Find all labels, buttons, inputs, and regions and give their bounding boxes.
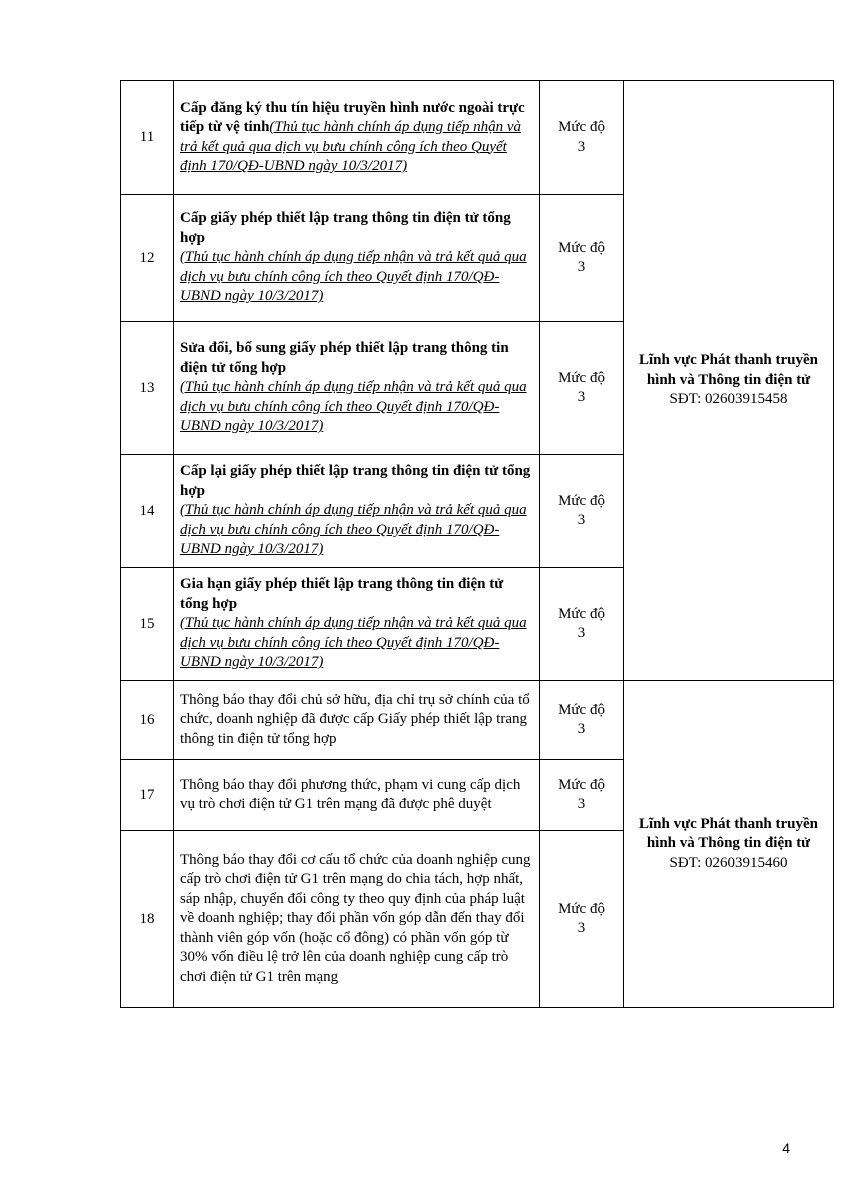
table-row: [121, 681, 834, 760]
level-cell: [540, 322, 624, 455]
row-number: 14: [121, 455, 174, 568]
department-phone: SĐT: 02603915460: [669, 854, 788, 871]
level-label: Mức độ: [558, 605, 605, 622]
procedures-table: [120, 80, 834, 1008]
procedure-cell: Thông báo thay đổi phương thức, phạm vi cung cấp dịch vụ trò chơi điện tử G1 trên mạng đã được phê duyệt: [174, 760, 540, 831]
procedure-cell: [174, 195, 540, 322]
row-number: 18: [121, 831, 174, 1008]
level-label: Mức độ: [558, 701, 605, 718]
level-label: Mức độ: [558, 776, 605, 793]
level-value: 3: [577, 138, 586, 155]
level-value: 3: [577, 625, 586, 641]
level-value: 3: [577, 512, 586, 528]
level-cell: [540, 760, 624, 831]
procedure-title: Cấp giấy phép thiết lập trang thông tin điện tử tổng hợp: [180, 210, 511, 246]
procedure-cell: [174, 322, 540, 455]
level-label: Mức độ: [558, 119, 605, 135]
procedure-cell: [174, 568, 540, 681]
level-cell: [540, 831, 624, 1008]
procedure-note: (Thủ tục hành chính áp dụng tiếp nhận và trả kết quả qua dịch vụ bưu chính công ích theo Quyết định 170/QĐ-UBND ngày 10/3/2017): [180, 615, 527, 671]
level-label: Mức độ: [558, 239, 605, 256]
row-number: 15: [121, 568, 174, 681]
department-cell: [624, 81, 834, 681]
page-number: 4: [782, 1140, 790, 1156]
procedure-cell: Thông báo thay đổi cơ cấu tổ chức của doanh nghiệp cung cấp trò chơi điện tử G1 trên mạng do chia tách, hợp nhất, sáp nhập, chuyển đổi công ty theo quy định của pháp luật về doanh nghiệp; thay đổi phần vốn góp dẫn đến thay đổi thành viên góp vốn (hoặc cổ đông) có phần vốn góp từ 30% vốn điều lệ trở lên của doanh nghiệp cung cấp trò chơi điện tử G1 trên mạng: [174, 831, 540, 1008]
procedure-title: Cấp đăng ký thu tín hiệu truyền hình nước ngoài trực tiếp từ vệ tinh: [180, 99, 525, 135]
department-phone: SĐT: 02603915458: [669, 391, 788, 408]
row-number: 12: [121, 195, 174, 322]
procedure-cell: [174, 455, 540, 568]
department-cell: [624, 681, 834, 1008]
procedure-note: (Thủ tục hành chính áp dụng tiếp nhận và trả kết quả qua dịch vụ bưu chính công ích theo Quyết định 170/QĐ-UBND ngày 10/3/2017): [180, 379, 527, 435]
table-row: [121, 81, 834, 195]
level-label: Mức độ: [558, 900, 605, 917]
row-number: 17: [121, 760, 174, 831]
level-value: 3: [577, 796, 586, 812]
procedure-title: Cấp lại giấy phép thiết lập trang thông tin điện tử tổng hợp: [180, 463, 531, 499]
level-cell: [540, 455, 624, 568]
level-cell: [540, 568, 624, 681]
department-title: Lĩnh vực Phát thanh truyền hình và Thông tin điện tử: [638, 815, 819, 852]
level-cell: [540, 681, 624, 760]
level-value: 3: [577, 259, 586, 275]
level-cell: [540, 195, 624, 322]
level-value: 3: [577, 920, 586, 936]
procedure-note: (Thủ tục hành chính áp dụng tiếp nhận và trả kết quả qua dịch vụ bưu chính công ích theo Quyết định 170/QĐ-UBND ngày 10/3/2017): [180, 119, 522, 174]
row-number: 13: [121, 322, 174, 455]
procedure-title: Gia hạn giấy phép thiết lập trang thông tin điện tử tổng hợp: [180, 576, 504, 612]
procedure-note: (Thủ tục hành chính áp dụng tiếp nhận và trả kết quả qua dịch vụ bưu chính công ích theo Quyết định 170/QĐ-UBND ngày 10/3/2017): [180, 249, 527, 305]
level-value: 3: [577, 721, 586, 737]
row-number: 16: [121, 681, 174, 760]
row-number: 11: [121, 81, 174, 195]
procedure-cell: Thông báo thay đổi chủ sở hữu, địa chỉ trụ sở chính của tổ chức, doanh nghiệp đã được cấp Giấy phép thiết lập trang thông tin điện tử tổng hợp: [174, 681, 540, 760]
procedure-cell: [174, 81, 540, 195]
level-label: Mức độ: [558, 369, 605, 386]
department-title: Lĩnh vực Phát thanh truyền hình và Thông tin điện tử: [638, 352, 819, 388]
procedure-title: Sửa đổi, bổ sung giấy phép thiết lập trang thông tin điện tử tổng hợp: [180, 340, 509, 376]
level-label: Mức độ: [558, 492, 605, 509]
procedure-note: (Thủ tục hành chính áp dụng tiếp nhận và trả kết quả qua dịch vụ bưu chính công ích theo Quyết định 170/QĐ-UBND ngày 10/3/2017): [180, 502, 527, 558]
level-cell: [540, 81, 624, 195]
level-value: 3: [577, 389, 586, 405]
